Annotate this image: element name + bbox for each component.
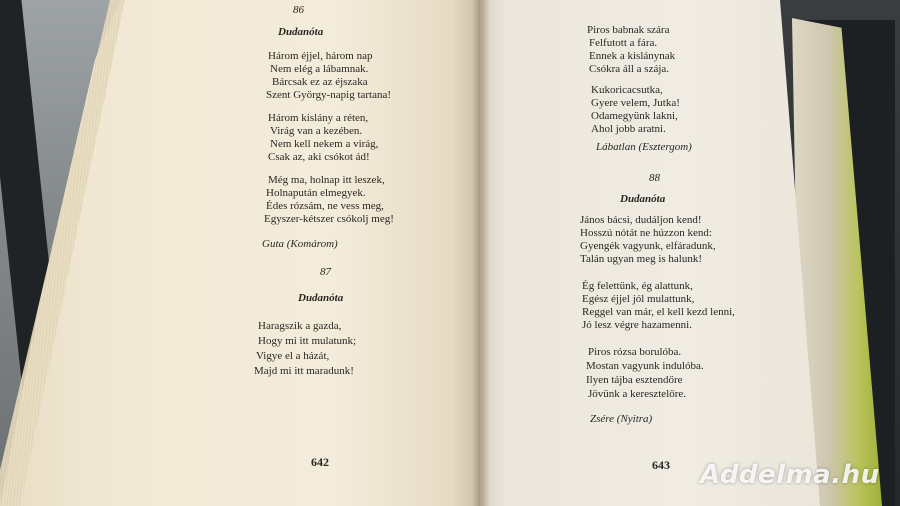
verse-line: Kukoricacsutka, (591, 84, 663, 96)
place-attribution: Zsére (Nyitra) (590, 413, 653, 425)
verse-line: Ilyen tájba esztendőre (586, 374, 683, 386)
verse-line: Bárcsak ez az éjszaka (272, 76, 368, 88)
verse-line: Majd mi itt maradunk! (254, 365, 354, 377)
verse-line: Piros rózsa borulóba. (588, 346, 682, 358)
place-attribution: Lábatlan (Esztergom) (596, 141, 692, 153)
verse-line: Egyszer-kétszer csókolj meg! (264, 213, 394, 225)
verse-line: Nem elég a lábamnak. (270, 63, 369, 75)
page-number-right: 643 (652, 458, 670, 472)
verse-line: János bácsi, dudáljon kend! (580, 214, 702, 226)
verse-line: Nem kell nekem a virág, (270, 138, 379, 150)
verse-line: Csak az, aki csókot ád! (268, 151, 370, 163)
poem-number: 87 (320, 266, 331, 278)
place-attribution: Guta (Komárom) (262, 238, 338, 250)
verse-line: Ég felettünk, ég alattunk, (582, 280, 693, 292)
page-number-left: 642 (311, 455, 329, 469)
verse-line: Csókra áll a szája. (589, 63, 670, 75)
poem-title: Dudanóta (278, 26, 324, 38)
verse-line: Ennek a kislánynak (589, 50, 676, 62)
book-gutter (472, 0, 490, 506)
verse-line: Édes rózsám, ne vess meg, (266, 200, 384, 212)
verse-line: Virág van a kezében. (270, 125, 363, 137)
verse-line: Egész éjjel jól mulattunk, (582, 293, 695, 305)
verse-line: Hosszú nótát ne húzzon kend: (580, 227, 712, 239)
verse-line: Vigye el a házát, (256, 350, 330, 362)
verse-line: Felfutott a fára. (589, 37, 658, 49)
verse-line: Piros babnak szára (587, 24, 670, 36)
verse-line: Még ma, holnap itt leszek, (268, 174, 385, 186)
verse-line: Haragszik a gazda, (258, 320, 342, 332)
verse-line: Talán ugyan meg is halunk! (580, 253, 703, 265)
verse-line: Gyere velem, Jutka! (591, 97, 680, 109)
verse-line: Reggel van már, el kell kezd lenni, (582, 306, 735, 318)
poem-title: Dudanóta (620, 193, 666, 205)
watermark: Addelma.hu (700, 460, 880, 490)
verse-line: Hogy mi itt mulatunk; (258, 335, 357, 347)
verse-line: Ahol jobb aratni. (591, 123, 666, 135)
verse-line: Három kislány a réten, (268, 112, 369, 124)
poem-title: Dudanóta (298, 292, 344, 304)
verse-line: Szent György-napig tartana! (266, 89, 392, 101)
poem-number: 86 (293, 4, 304, 16)
verse-line: Odamegyünk lakni, (591, 110, 678, 122)
verse-line: Jó lesz végre hazamenni. (582, 319, 692, 331)
verse-line: Három éjjel, három nap (268, 50, 373, 62)
verse-line: Gyengék vagyunk, elfáradunk, (580, 240, 716, 252)
verse-line: Mostan vagyunk indulóba. (586, 360, 704, 372)
verse-line: Holnapután elmegyek. (266, 187, 366, 199)
poem-number: 88 (649, 172, 660, 184)
verse-line: Jövünk a keresztelőre. (588, 388, 687, 400)
